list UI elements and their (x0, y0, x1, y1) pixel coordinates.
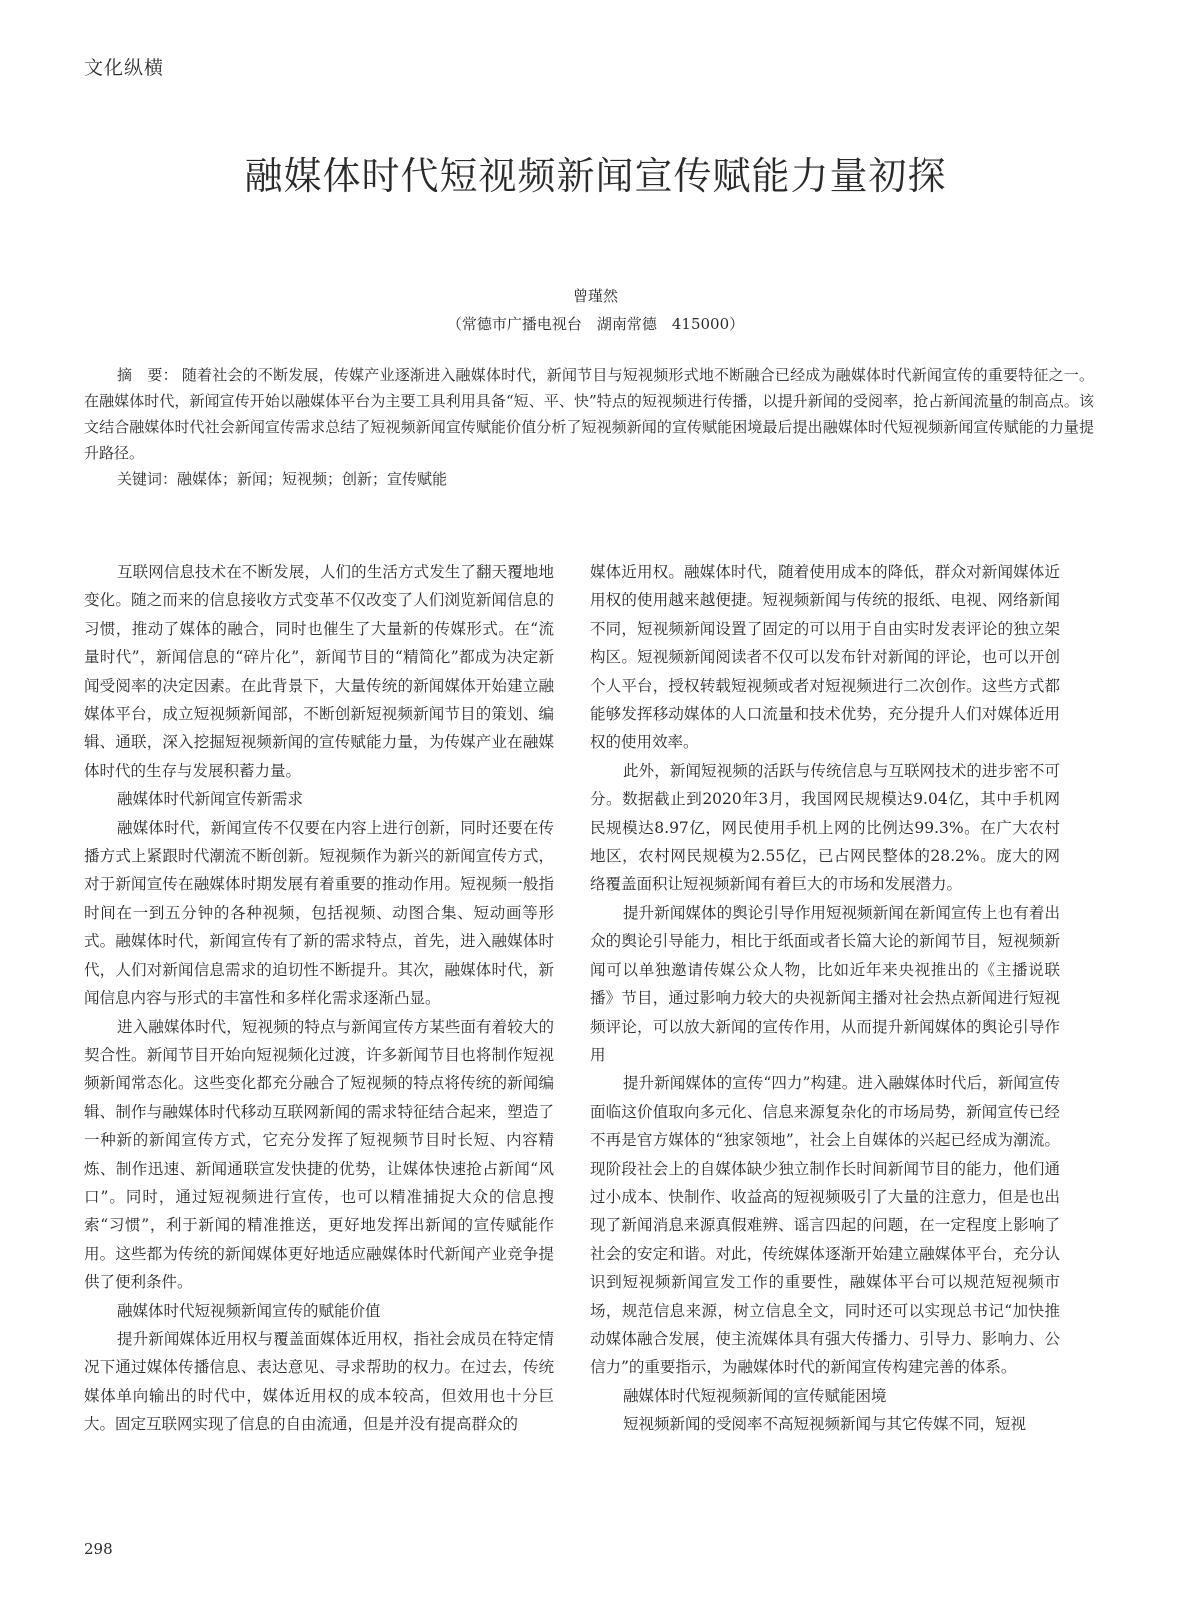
paragraph: 提升新闻媒体的宣传“四力”构建。进入融媒体时代后，新闻宣传面临这价值取向多元化、信息来源复杂化的市场局势，新闻宣传已经不再是官方媒体的“独家领地”，社会上自媒体的兴起已经成为潮流。现阶段社会上的自媒体缺少独立制作长时间新闻节目的能力，他们通过小成本、快制作、收益高的短视频吸引了大量的注意力，但是也出现了新闻消息来源真假难辨、谣言四起的问题，在一定程度上影响了社会的安定和谐。对此，传统媒体逐渐开始建立融媒体平台，充分认识到短视频新闻宣发工作的重要性，融媒体平台可以规范短视频市场，规范信息来源，树立信息全文，同时还可以实现总书记“加快推动媒体融合发展，使主流媒体具有强大传播力、引导力、影响力、公信力”的重要指示，为融媒体时代的新闻宣传构建完善的体系。 (590, 1074, 1060, 1377)
author-affiliation: （常德市广播电视台 湖南常德 415000） (446, 315, 745, 333)
body-column-right (590, 558, 1060, 1439)
keywords-text: 融媒体；新闻；短视频；创新；宣传赋能 (177, 470, 448, 488)
paragraph: 提升新闻媒体的舆论引导作用短视频新闻在新闻宣传上也有着出众的舆论引导能力，相比于纸面或者长篇大论的新闻节目，短视频新闻可以单独邀请传媒公众人物，比如近年来央视推出的《主播说联播》节目，通过影响力较大的央视新闻主播对社会热点新闻进行短视频评论，可以放大新闻的宣传作用，从而提升新闻媒体的舆论引导作用 (590, 903, 1060, 1064)
section-heading: 融媒体时代新闻宣传新需求 (117, 790, 304, 809)
keywords-label: 关键词： (117, 470, 178, 488)
abstract (84, 362, 1094, 466)
article-title: 融媒体时代短视频新闻宣传赋能力量初探 (244, 154, 947, 198)
section-heading: 融媒体时代短视频新闻的宣传赋能困境 (623, 1386, 887, 1405)
section-label: 文化纵横 (84, 57, 165, 79)
section-heading: 融媒体时代短视频新闻宣传的赋能价值 (117, 1301, 381, 1320)
paragraph: 互联网信息技术在不断发展，人们的生活方式发生了翻天覆地地变化。随之而来的信息接收方式变革不仅改变了人们浏览新闻信息的习惯，推动了媒体的融合，同时也催生了大量新的传媒形式。在“流量时代”，新闻信息的“碎片化”，新闻节目的“精简化”都成为决定新闻受阅率的决定因素。在此背景下，大量传统的新闻媒体开始建立融媒体平台，成立短视频新闻部，不断创新短视频新闻节目的策划、编辑、通联，深入挖掘短视频新闻的宣传赋能力量，为传媒产业在融媒体时代的生存与发展积蓄力量。 (84, 563, 554, 780)
paragraph: 提升新闻媒体近用权与覆盖面媒体近用权，指社会成员在特定情况下通过媒体传播信息、表达意见、寻求帮助的权力。在过去，传统媒体单向输出的时代中，媒体近用权的成本较高，但效用也十分巨大。固定互联网实现了信息的自由流通，但是并没有提高群众的 (84, 1329, 554, 1434)
abstract-text: 随着社会的不断发展，传媒产业逐渐进入融媒体时代，新闻节目与短视频形式地不断融合已经成为融媒体时代新闻宣传的重要特征之一。在融媒体时代，新闻宣传开始以融媒体平台为主要工具利用具备“短、平、快”特点的短视频进行传播，以提升新闻的受阅率，抢占新闻流量的制高点。该文结合融媒体时代社会新闻宣传需求总结了短视频新闻宣传赋能价值分析了短视频新闻的宣传赋能困境最后提出融媒体时代短视频新闻宣传赋能的力量提升路径。 (84, 366, 1094, 462)
page-number: 298 (84, 1540, 113, 1558)
paragraph: 短视频新闻的受阅率不高短视频新闻与其它传媒不同，短视 (623, 1415, 1027, 1434)
paragraph-continued: 媒体近用权。融媒体时代，随着使用成本的降低，群众对新闻媒体近用权的使用越来越便捷。短视频新闻与传统的报纸、电视、网络新闻不同，短视频新闻设置了固定的可以用于自由实时发表评论的独立架构区。短视频新闻阅读者不仅可以发布针对新闻的评论，也可以开创个人平台，授权转载短视频或者对短视频进行二次创作。这些方式都能够发挥移动媒体的人口流量和技术优势，充分提升人们对媒体近用权的使用效率。 (590, 563, 1060, 752)
paragraph: 融媒体时代，新闻宣传不仅要在内容上进行创新，同时还要在传播方式上紧跟时代潮流不断创新。短视频作为新兴的新闻宣传方式，对于新闻宣传在融媒体时期发展有着重要的推动作用。短视频一般指时间在一到五分钟的各种视频，包括视频、动图合集、短动画等形式。融媒体时代，新闻宣传有了新的需求特点，首先，进入融媒体时代，人们对新闻信息需求的迫切性不断提升。其次，融媒体时代，新闻信息内容与形式的丰富性和多样化需求逐渐凸显。 (84, 818, 554, 1008)
keywords (84, 466, 1094, 492)
body-column-left (84, 558, 554, 1439)
author-name: 曾瑾然 (572, 287, 618, 305)
paragraph: 进入融媒体时代，短视频的特点与新闻宣传方某些面有着较大的契合性。新闻节目开始向短视频化过渡，许多新闻节目也将制作短视频新闻常态化。这些变化都充分融合了短视频的特点将传统的新闻编辑、制作与融媒体时代移动互联网新闻的需求特征结合起来，塑造了一种新的新闻宣传方式，它充分发挥了短视频节目时长短、内容精炼、制作迅速、新闻通联宣发快捷的优势，让媒体快速抢占新闻“风口”。同时，通过短视频进行宣传，也可以精准捕捉大众的信息搜索“习惯”，利于新闻的精准推送，更好地发挥出新闻的宣传赋能作用。这些都为传统的新闻媒体更好地适应融媒体时代新闻产业竞争提供了便利条件。 (84, 1017, 554, 1292)
abstract-label: 摘 要： (117, 366, 178, 384)
paragraph: 此外，新闻短视频的活跃与传统信息与互联网技术的进步密不可分。数据截止到2020年3月，我国网民规模达9.04亿，其中手机网民规模达8.97亿，网民使用手机上网的比例达99.3%。在广大农村地区，农村网民规模为2.55亿，已占网民整体的28.2%。庞大的网络覆盖面积让短视频新闻有着巨大的市场和发展潜力。 (590, 761, 1060, 894)
